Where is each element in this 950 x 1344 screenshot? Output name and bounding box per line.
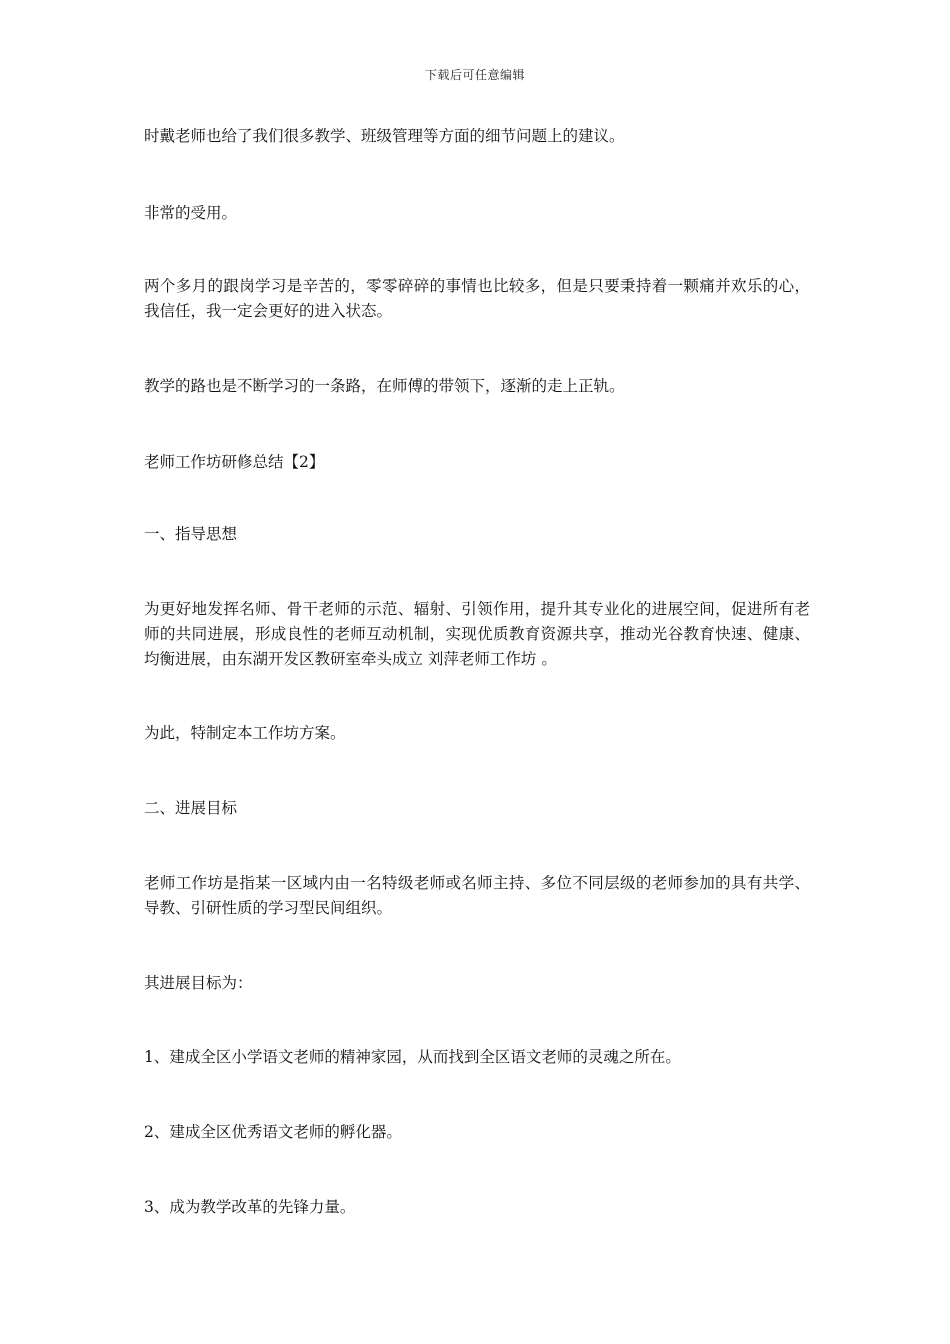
list-item-2: 2、建成全区优秀语文老师的孵化器。 bbox=[144, 1123, 402, 1141]
heading-guiding-idea: 一、指导思想 bbox=[144, 525, 238, 543]
paragraph-5: 为更好地发挥名师、骨干老师的示范、辐射、引领作用，提升其专业化的进展空间，促进所有老师的共同进展，形成良性的老师互动机制，实现优质教育资源共享，推动光谷教育快速、健康、均衡进展，由东湖开发区教研室牵头成立 刘萍老师工作坊 。 bbox=[144, 600, 810, 668]
paragraph-6: 为此，特制定本工作坊方案。 bbox=[144, 724, 346, 742]
paragraph-1: 时戴老师也给了我们很多教学、班级管理等方面的细节问题上的建议。 bbox=[144, 127, 625, 145]
paragraph-8: 其进展目标为： bbox=[144, 974, 253, 992]
page-header: 下载后可任意编辑 bbox=[424, 68, 525, 82]
section-title: 老师工作坊研修总结【2】 bbox=[144, 453, 325, 471]
heading-goals: 二、进展目标 bbox=[144, 799, 238, 817]
list-item-1: 1、建成全区小学语文老师的精神家园，从而找到全区语文老师的灵魂之所在。 bbox=[144, 1048, 681, 1066]
list-item-3: 3、成为教学改革的先锋力量。 bbox=[144, 1198, 356, 1216]
paragraph-7: 老师工作坊是指某一区域内由一名特级老师或名师主持、多位不同层级的老师参加的具有共学、导教、引研性质的学习型民间组织。 bbox=[144, 874, 810, 917]
paragraph-3: 两个多月的跟岗学习是辛苦的，零零碎碎的事情也比较多，但是只要秉持着一颗痛并欢乐的心，我信任，我一定会更好的进入状态。 bbox=[144, 277, 810, 320]
paragraph-4: 教学的路也是不断学习的一条路，在师傅的带领下，逐渐的走上正轨。 bbox=[144, 377, 625, 395]
paragraph-2: 非常的受用。 bbox=[144, 204, 238, 222]
